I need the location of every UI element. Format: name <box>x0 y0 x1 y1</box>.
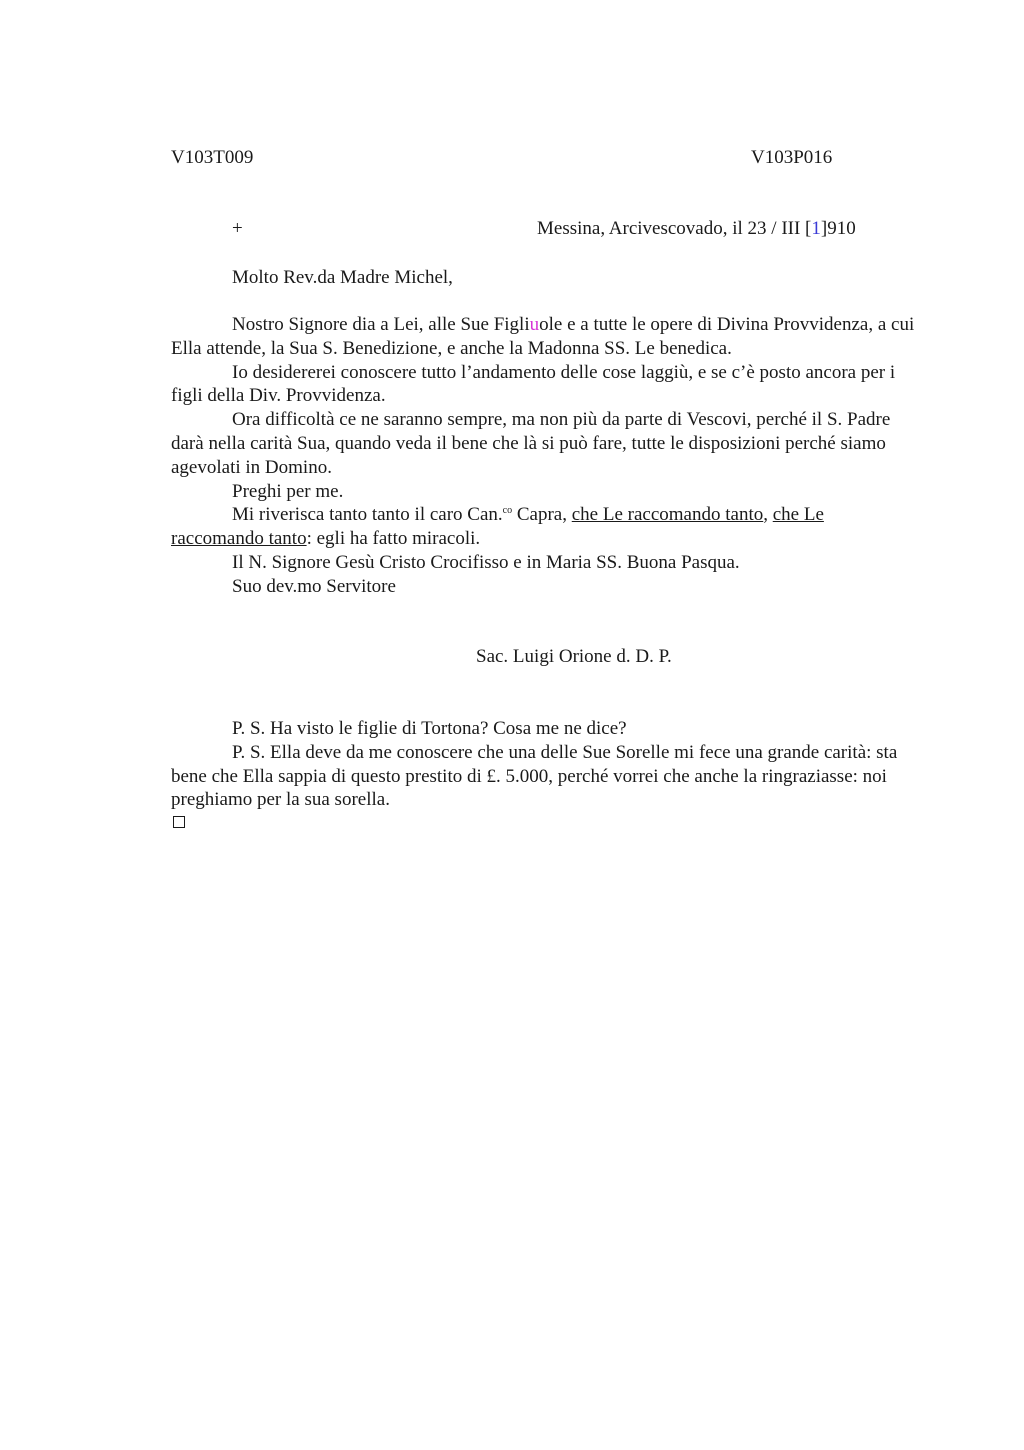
salutation: Molto Rev.da Madre Michel, <box>232 267 453 288</box>
paragraph-text: ole e a tutte le opere di Divina Provvidenza, a cui Ella attende, la Sua S. Benedizione, e anche la Madonna SS. Le benedica. <box>171 314 915 359</box>
paragraph-text: , <box>763 504 773 526</box>
highlighted-letter: u <box>529 314 540 335</box>
letter-body <box>171 313 916 599</box>
underlined-phrase: che Le raccomando tanto <box>571 504 764 526</box>
dateline-year: ]910 <box>820 218 856 239</box>
dateline-bracket-digit: 1 <box>811 218 821 239</box>
dateline-text: Messina, Arcivescovado, il 23 / III [ <box>537 218 812 239</box>
paragraph-blessing <box>171 313 916 361</box>
postscript-2: P. S. Ella deve da me conoscere che una delle Sue Sorelle mi fece una grande carità: sta bene che Ella sappia di questo prestito di £. 5.000, perché vorrei che anche la ringraziasse: noi preghiamo per la sua sorella. <box>171 741 898 811</box>
paragraph-difficulties: Ora difficoltà ce ne saranno sempre, ma non più da parte di Vescovi, perché il S. Padre darà nella carità Sua, quando veda il bene che là si può fare, tutte le disposizioni perché siamo agevolati in Domino. <box>171 409 891 478</box>
document-reference-right: V103P016 <box>751 147 833 168</box>
paragraph-text: Nostro Signore dia a Lei, alle Sue Figli <box>232 314 530 335</box>
cross-symbol: + <box>232 218 243 239</box>
postscript-1: P. S. Ha visto le figlie di Tortona? Cosa me ne dice? <box>232 718 627 739</box>
paragraph-greetings <box>171 503 916 551</box>
dateline <box>537 218 856 240</box>
postscript-block <box>171 717 916 812</box>
paragraph-easter: Il N. Signore Gesù Cristo Crocifisso e in Maria SS. Buona Pasqua. <box>232 551 740 573</box>
paragraph-text: Capra, <box>512 504 572 526</box>
paragraph-prayer: Preghi per me. <box>232 480 344 502</box>
document-reference-left: V103T009 <box>171 147 254 168</box>
underlined-phrase: che Le raccomando tanto <box>171 504 824 550</box>
closing: Suo dev.mo Servitore <box>232 575 396 597</box>
paragraph-text: Mi riverisca tanto tanto il caro Can. <box>232 504 503 526</box>
signature: Sac. Luigi Orione d. D. P. <box>476 646 672 667</box>
superscript-abbrev: co <box>502 505 513 517</box>
paragraph-inquiry: Io desidererei conoscere tutto l’andamento delle cose laggiù, e se c’è posto ancora per i figli della Div. Provvidenza. <box>171 361 896 407</box>
end-marker-box-icon <box>173 816 185 828</box>
paragraph-text: : egli ha fatto miracoli. <box>306 528 481 550</box>
